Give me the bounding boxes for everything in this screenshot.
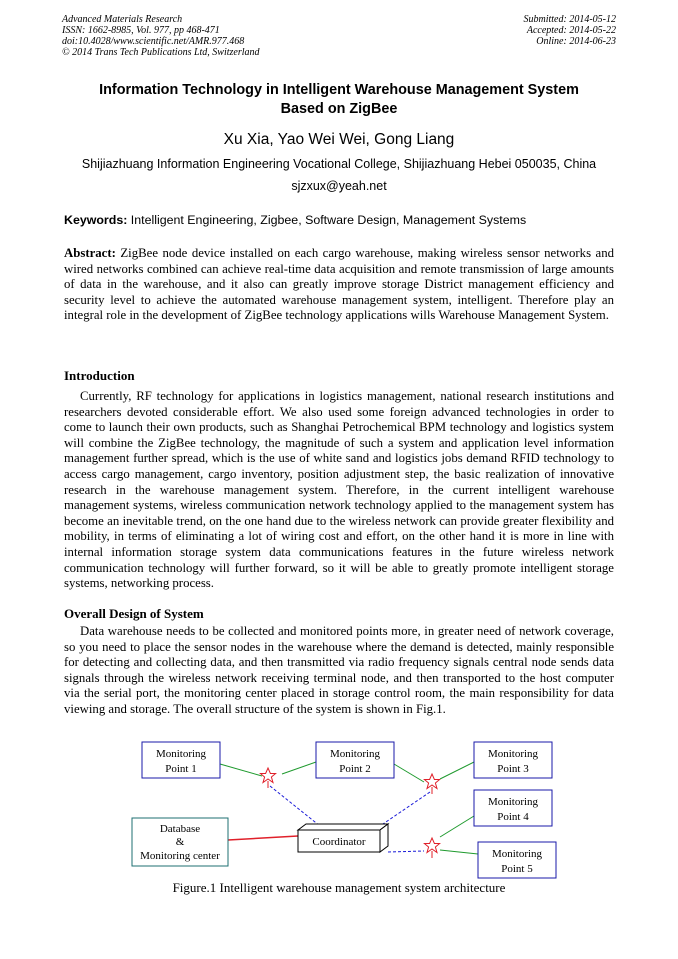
introduction-paragraph: Currently, RF technology for applications in logistics management, national research institutions and researchers devoted considerable effort. We also used some foreign advanced technologies in order to come to launch their own products, such as Shanghai Petrochemical BPM technology and logistics system will combine the ZigBee technology, the magnitude of such a system and application level information management further spread, which is the use of white sand and logistics jobs demand RFID technology to access cargo management, cargo inventory, position adjustment step, the basic realization of innovative research in the warehouse management system. Therefore, in the current intelligent warehouse management systems, wireless communication network technology applied to the management system has become an inevitable trend, on the one hand due to the wireless network can provide greater flexibility and mobility, in terms of eliminating a lot of wiring cost and effort, on the other hand it is more in line with internal information storage system data communications features in the future wireless network communication technology will further forward, so it will be able to greatly promote intelligent storage systems, networking process.: [64, 389, 614, 591]
section-heading-overall-design: Overall Design of System: [64, 606, 204, 621]
router-star-icon: [260, 768, 275, 788]
author-email: sjzxux@yeah.net: [291, 179, 387, 193]
monitoring-point-5-label-a: Monitoring: [491, 848, 543, 860]
monitoring-point-4-label-b: Point 4: [497, 811, 529, 823]
section-heading-introduction: Introduction: [64, 368, 135, 383]
abstract: [64, 246, 614, 324]
monitoring-point-4-label-a: Monitoring: [487, 796, 539, 808]
monitoring-point-5-label-b: Point 5: [501, 863, 533, 875]
author-affiliation: Shijiazhuang Information Engineering Vocational College, Shijiazhuang Hebei 050035, China: [81, 157, 597, 171]
journal-info: [62, 14, 260, 58]
database-ampersand: &: [175, 836, 185, 848]
submitted-date: Submitted: 2014-05-12: [523, 14, 616, 25]
monitoring-point-1-label-a: Monitoring: [155, 748, 207, 760]
journal-issn: ISSN: 1662-8985, Vol. 977, pp 468-471: [62, 25, 220, 36]
journal-copyright: © 2014 Trans Tech Publications Ltd, Switzerland: [62, 47, 260, 58]
monitoring-center-label: Monitoring center: [140, 850, 220, 862]
paper-authors: Xu Xia, Yao Wei Wei, Gong Liang: [223, 131, 455, 148]
journal-name: Advanced Materials Research: [62, 14, 183, 25]
journal-doi: doi:10.4028/www.scientific.net/AMR.977.468: [62, 36, 245, 47]
router-star-icon: [424, 838, 439, 858]
link-star1-coordinator: [270, 786, 320, 826]
coordinator-label: Coordinator: [312, 836, 366, 848]
paper-title: [40, 81, 638, 119]
router-star-icon: [424, 774, 439, 794]
link-star2-mp3: [440, 762, 474, 779]
link-coordinator-star3: [388, 851, 424, 852]
abstract-label: Abstract:: [64, 246, 116, 260]
overall-design-paragraph: Data warehouse needs to be collected and monitored points more, in greater need of network coverage, so you need to place the sensor nodes in the warehouse where the demand is detected, mainly responsible for detecting and collecting data, and then transmitted via radio frequency signals central node sends data signals through the wireless network receiving terminal node, and then transported to the host computer via the serial port, the monitoring center placed in storage control room, the main responsibility for data viewing and storage. The overall structure of the system is shown in Fig.1.: [64, 624, 614, 716]
monitoring-point-2-label-b: Point 2: [339, 763, 371, 775]
publication-dates: [524, 14, 617, 47]
title-line-1: Information Technology in Intelligent Warehouse Management System: [99, 82, 579, 98]
link-database-coordinator: [228, 836, 298, 840]
online-date: Online: 2014-06-23: [536, 36, 616, 47]
database-label: Database: [159, 823, 201, 835]
link-star1-mp2: [282, 762, 316, 774]
keywords: [64, 213, 616, 227]
link-mp2-star2: [394, 764, 424, 782]
accepted-date: Accepted: 2014-05-22: [526, 25, 616, 36]
link-mp4-star3: [440, 816, 474, 837]
link-star2-coordinator: [380, 792, 430, 826]
link-star3-mp5: [440, 850, 478, 854]
keywords-label: Keywords:: [64, 213, 128, 227]
link-mp1-star1: [220, 764, 262, 776]
monitoring-point-1-label-b: Point 1: [165, 763, 197, 775]
monitoring-point-3-label-b: Point 3: [497, 763, 529, 775]
abstract-text: ZigBee node device installed on each cargo warehouse, making wireless sensor networks and wired networks combined can achieve real-time data acquisition and remote transmission of large amounts of data in the warehouse, and it also can greatly improve storage District management efficiency and security level to achieve the automated warehouse management system, intelligent. Therefore play an integral role in the development of ZigBee technology applications wills Warehouse Management System.: [64, 246, 614, 323]
monitoring-point-3-label-a: Monitoring: [487, 748, 539, 760]
system-architecture-diagram: [0, 734, 678, 884]
figure-caption: Figure.1 Intelligent warehouse management system architecture: [172, 880, 506, 895]
title-line-2: Based on ZigBee: [280, 101, 398, 117]
monitoring-point-2-label-a: Monitoring: [329, 748, 381, 760]
coordinator-box-top: [298, 824, 388, 830]
keywords-text: Intelligent Engineering, Zigbee, Software Design, Management Systems: [127, 213, 527, 227]
